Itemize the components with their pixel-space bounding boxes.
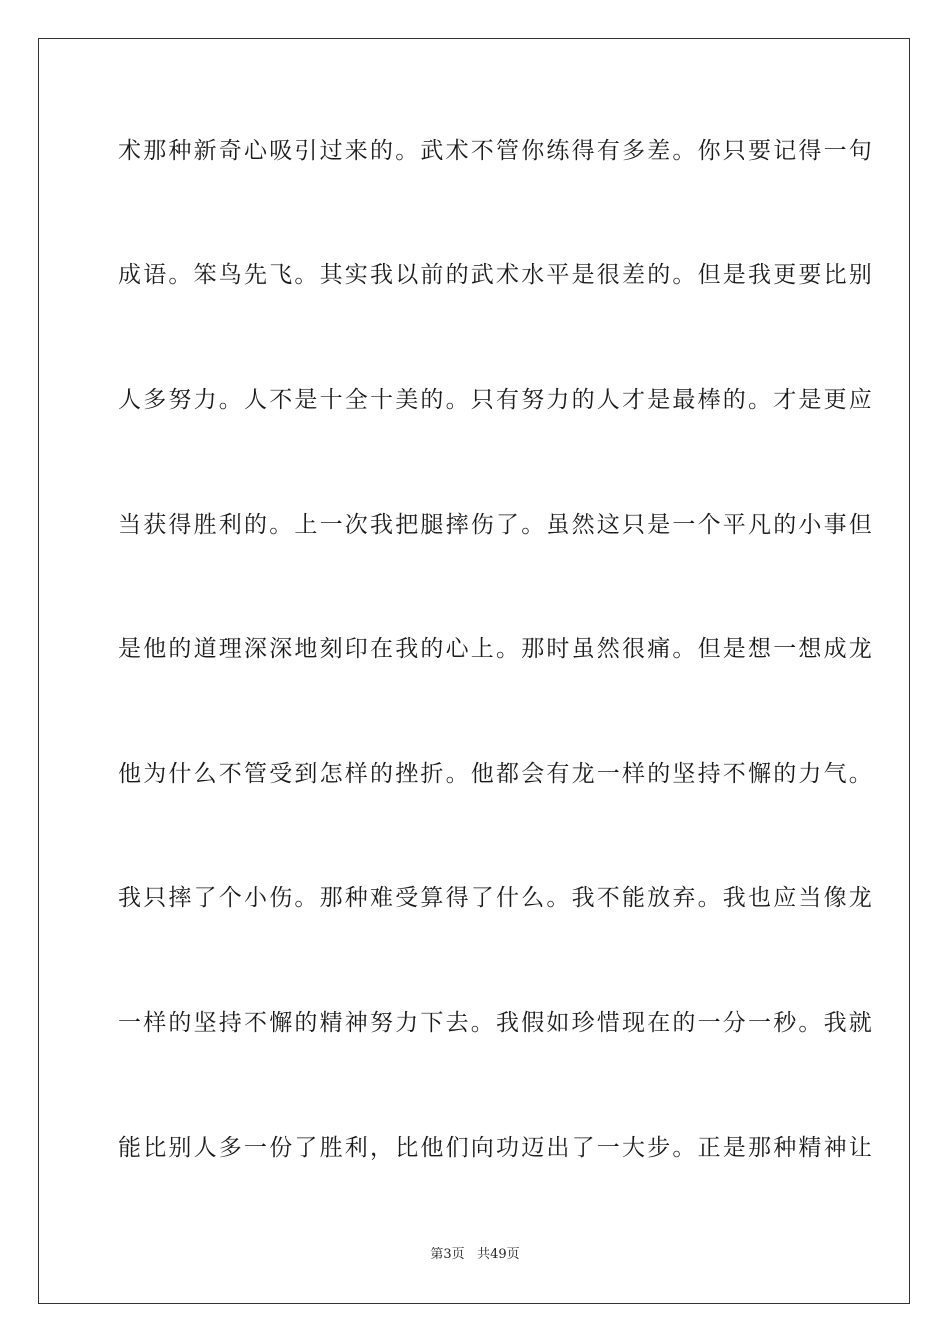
page-total: 共49页: [477, 1247, 520, 1262]
text-line: 人多努力。人不是十全十美的。只有努力的人才是最棒的。才是更应: [118, 387, 874, 413]
text-line: 我只摔了个小伤。那种难受算得了什么。我不能放弃。我也应当像龙: [118, 885, 874, 911]
text-line: 能比别人多一份了胜利，比他们向功迈出了一大步。正是那种精神让: [118, 1135, 874, 1161]
text-line: 是他的道理深深地刻印在我的心上。那时虽然很痛。但是想一想成龙: [118, 636, 874, 662]
page-frame: [38, 38, 910, 1304]
text-line: 一样的坚持不懈的精神努力下去。我假如珍惜现在的一分一秒。我就: [118, 1010, 874, 1036]
page-footer: [0, 1246, 950, 1264]
text-line: 术那种新奇心吸引过来的。武术不管你练得有多差。你只要记得一句: [118, 138, 874, 164]
text-line: 他为什么不管受到怎样的挫折。他都会有龙一样的坚持不懈的力气。: [118, 761, 874, 787]
text-line: 当获得胜利的。上一次我把腿摔伤了。虽然这只是一个平凡的小事但: [118, 512, 874, 538]
text-line: 成语。笨鸟先飞。其实我以前的武术水平是很差的。但是我更要比别: [118, 262, 874, 288]
page-number: 第3页: [430, 1247, 465, 1262]
